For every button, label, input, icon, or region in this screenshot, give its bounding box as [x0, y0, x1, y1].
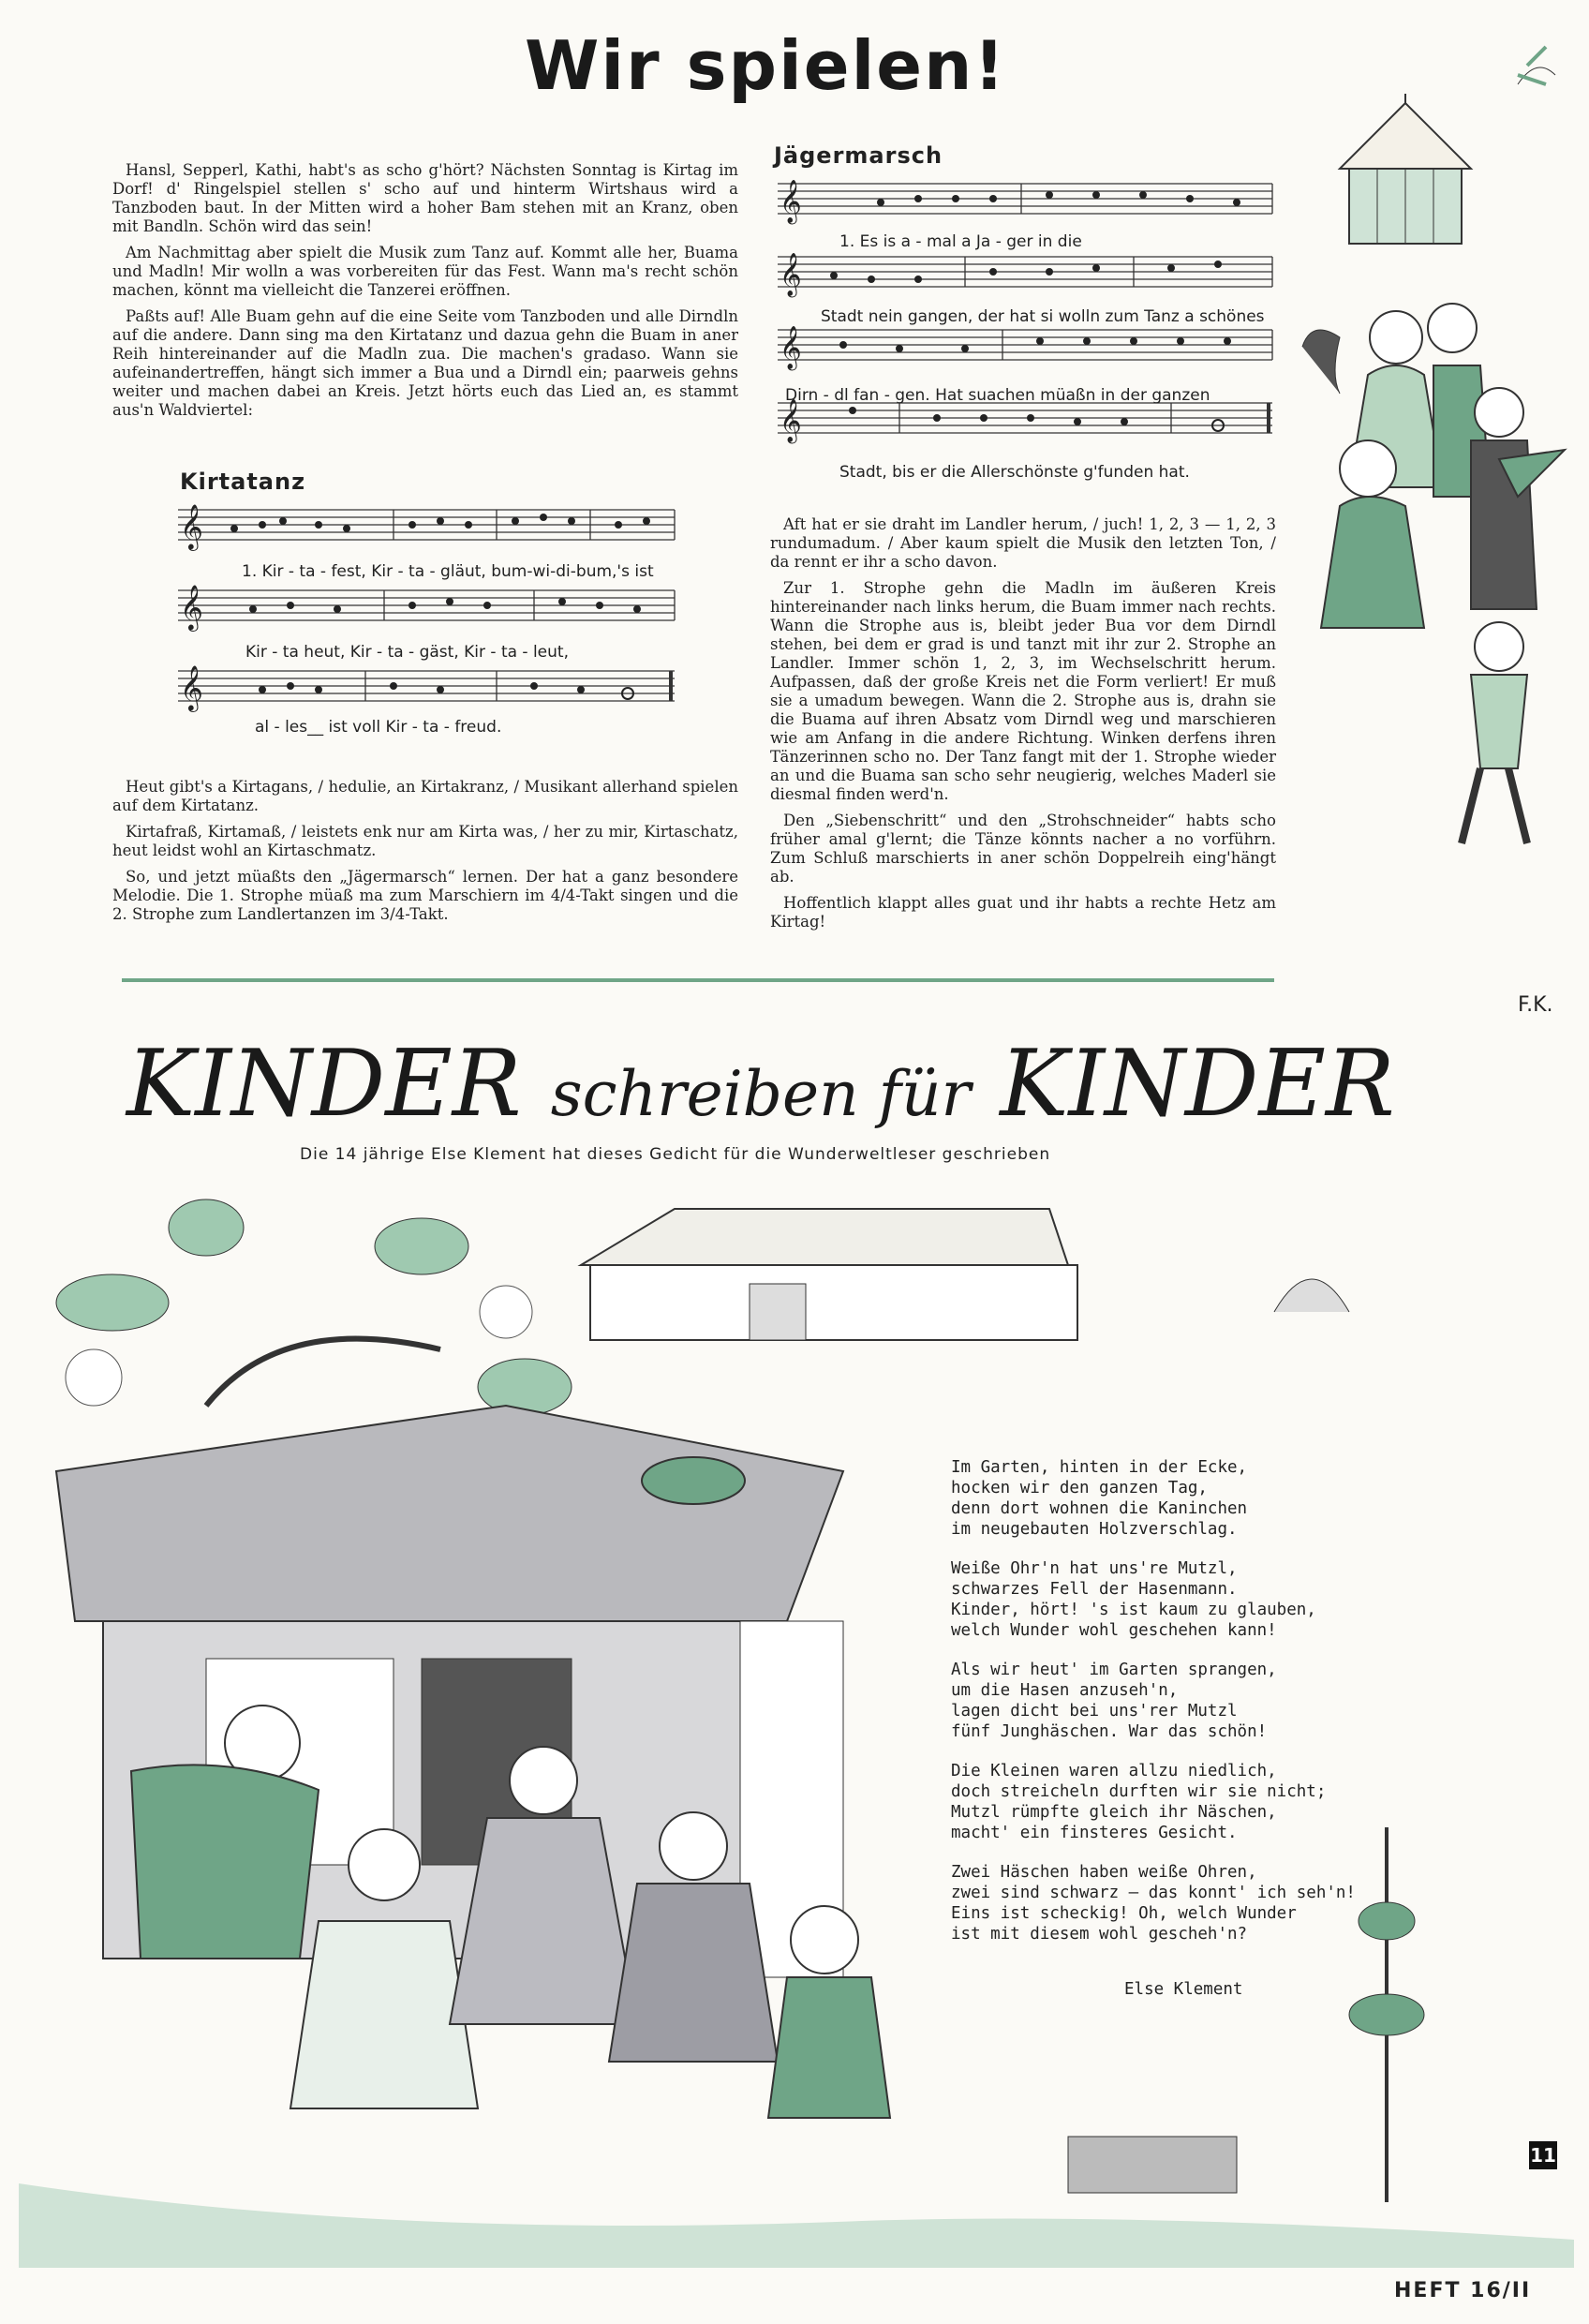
poem-line: macht' ein finsteres Gesicht.	[951, 1824, 1238, 1842]
lyric-line: 1. Kir - ta - fest, Kir - ta - gläut, bum-wi-di-bum,'s ist	[242, 562, 654, 581]
lyric-line: al - les__ ist voll Kir - ta - freud.	[255, 718, 502, 737]
poem-line: Die Kleinen waren allzu niedlich,	[951, 1762, 1277, 1780]
section-subtitle: Die 14 jährige Else Klement hat dieses Gedicht für die Wunderweltleser geschrieben	[300, 1145, 1051, 1164]
poem-stanza	[951, 1660, 1382, 1742]
staff	[778, 180, 1272, 225]
svg-text:𝄞: 𝄞	[780, 399, 802, 442]
staff	[178, 664, 675, 712]
staff	[778, 399, 1272, 444]
lilac-tree-drawing	[56, 1199, 572, 1415]
verse-text	[112, 778, 738, 931]
title-word: KINDER	[126, 1031, 522, 1138]
staff	[778, 253, 1272, 298]
poem-line: hocken wir den ganzen Tag,	[951, 1479, 1208, 1497]
poem-line: schwarzes Fell der Hasenmann.	[951, 1580, 1238, 1599]
carousel-drawing	[1340, 47, 1555, 244]
staff	[778, 326, 1272, 371]
intro-paragraph: Hansl, Sepperl, Kathi, habt's as scho g'hört? Nächsten Sonntag is Kirtag im Dorf! d' Ringelspiel stellen s' scho auf und hinterm Wirtshaus wird a Tanzboden baut. In der Mitten wird a hoher Bam stehen mit an Kranz, oben mit Bandln. Schön wird das sein!	[112, 161, 738, 235]
title-word: schreiben für	[550, 1058, 972, 1130]
staff	[178, 503, 675, 551]
instruction-paragraph: Hoffentlich klappt alles guat und ihr habts a rechte Hetz am Kirtag!	[770, 894, 1276, 931]
poem-line: Als wir heut' im Garten sprangen,	[951, 1661, 1277, 1679]
svg-text:𝄞: 𝄞	[780, 253, 802, 296]
issue-footer: HEFT 16/II	[1394, 2279, 1532, 2302]
section-title	[126, 1031, 1395, 1138]
instruction-paragraph: Den „Siebenschritt“ und den „Strohschneider“ habts scho früher amal g'lernt; die Tänze könnts nacher a no vorführn. Zum Schluß marschierts in aner schön Doppelreih eing'hängt ab.	[770, 812, 1276, 886]
poem	[951, 1457, 1382, 1963]
music-score-kirtatanz	[178, 497, 684, 750]
page-title: Wir spielen!	[525, 26, 1007, 105]
staff	[178, 584, 675, 632]
intro-paragraph: Am Nachmittag aber spielt die Musik zum Tanz auf. Kommt alle her, Buama und Madln! Mir wolln a was vorbereiten für das Fest. Wann ma's recht schön machen, könnt ma vielleicht die Tanzerei eröffnen.	[112, 244, 738, 299]
poem-line: um die Hasen anzuseh'n,	[951, 1681, 1179, 1700]
poem-line: welch Wunder wohl geschehen kann!	[951, 1621, 1277, 1640]
song-title-kirtatanz: Kirtatanz	[180, 469, 306, 495]
poem-line: fünf Junghäschen. War das schön!	[951, 1722, 1268, 1741]
svg-text:𝄞: 𝄞	[180, 503, 203, 549]
svg-text:𝄞: 𝄞	[180, 584, 203, 630]
poem-stanza	[951, 1862, 1382, 1944]
lyric-line: 1. Es is a - mal a Ja - ger in die	[839, 232, 1082, 251]
verse-paragraph: Kirtafraß, Kirtamaß, / leistets enk nur am Kirta was, / her zu mir, Kirtaschatz, heut leidst wohl an Kirtaschmatz.	[112, 823, 738, 859]
poem-line: Im Garten, hinten in der Ecke,	[951, 1458, 1248, 1477]
poem-line: doch streicheln durften wir sie nicht;	[951, 1782, 1327, 1801]
title-word: KINDER	[1000, 1031, 1395, 1138]
dancing-children-illustration	[1284, 28, 1574, 1040]
verse-paragraph: Heut gibt's a Kirtagans, / hedulie, an Kirtakranz, / Musikant allerhand spielen auf dem Kirtatanz.	[112, 778, 738, 814]
poem-line: Kinder, hört! 's ist kaum zu glauben,	[951, 1601, 1316, 1619]
verse-paragraph: So, und jetzt müaßts den „Jägermarsch“ lernen. Der hat a ganz besondere Melodie. Die 1. Strophe müaß ma zum Marschiern im 4/4-Takt singen und die 2. Strophe zum Landlertanzen im 3/4-Takt.	[112, 868, 738, 923]
poem-line: Zwei Häschen haben weiße Ohren,	[951, 1863, 1257, 1882]
poem-stanza	[951, 1761, 1382, 1843]
farmhouse-drawing	[581, 1209, 1349, 1340]
illustrator-signature: F.K.	[1518, 993, 1553, 1017]
page-number: 11	[1529, 2141, 1557, 2169]
svg-text:𝄞: 𝄞	[180, 664, 203, 710]
poem-line: Weiße Ohr'n hat uns're Mutzl,	[951, 1559, 1238, 1578]
instruction-paragraph: Aft hat er sie draht im Landler herum, / juch! 1, 2, 3 — 1, 2, 3 rundumadum. / Aber kaum spielt die Musik den letzten Ton, / da rennt er ihr a scho davon.	[770, 515, 1276, 571]
poem-stanza	[951, 1558, 1382, 1641]
instruction-paragraph: Zur 1. Strophe gehn die Madln im äußeren Kreis hintereinander nach links herum, die Buam immer nach rechts. Wann die Strophe aus is, bleibt jeder Bua vor dem Dirndl stehen, bei dem er grad is und tanzt mit ihr zur 2. Strophe an Landler. Immer schön 1, 2, 3, im Wechselschritt herum. Aufpassen, daß der große Kreis net die Form verliert! Er muß sie a umadum bewegen. Wann die 2. Strophe aus is, drahn sie die Buama auf ihren Absatz vom Dirndl weg und marschieren wie am Anfang in die andere Richtung. Winken derfens ihren Tänzerinnen scho no. Der Tanz fangt mit der 1. Strophe wieder an und die Buama san scho sehr neugierig, welches Maderl sie diesmal finden werd'n.	[770, 579, 1276, 803]
poem-stanza	[951, 1457, 1382, 1540]
lyric-line: Stadt nein gangen, der hat si wolln zum Tanz a schönes	[821, 307, 1265, 326]
lyric-line: Dirn - dl fan - gen. Hat suachen müaßn in der ganzen	[785, 386, 1210, 405]
poem-line: zwei sind schwarz — das konnt' ich seh'n!	[951, 1884, 1356, 1902]
song-title-jaegermarsch: Jägermarsch	[774, 142, 943, 169]
poem-line: lagen dicht bei uns'rer Mutzl	[951, 1702, 1238, 1721]
section-divider	[122, 978, 1274, 982]
poem-line: Eins ist scheckig! Oh, welch Wunder	[951, 1904, 1297, 1923]
poem-line: Mutzl rümpfte gleich ihr Näschen,	[951, 1803, 1277, 1822]
dance-instructions	[770, 515, 1276, 939]
lyric-line: Kir - ta heut, Kir - ta - gäst, Kir - ta - leut,	[245, 643, 569, 662]
svg-text:𝄞: 𝄞	[780, 180, 802, 223]
poem-line: denn dort wohnen die Kaninchen	[951, 1499, 1248, 1518]
poem-line: im neugebauten Holzverschlag.	[951, 1520, 1238, 1539]
intro-text	[112, 161, 738, 427]
poem-author: Else Klement	[1124, 1980, 1243, 1999]
poem-line: ist mit diesem wohl gescheh'n?	[951, 1925, 1248, 1944]
svg-text:𝄞: 𝄞	[780, 326, 802, 369]
intro-paragraph: Paßts auf! Alle Buam gehn auf die eine Seite vom Tanzboden und alle Dirndln auf die andere. Dann sing ma den Kirtatanz und dazua gehn die Buam in aner Reih hintereinander auf die Madln zua. Die machen's gradaso. Wann sie aufeinandertreffen, hängt sich immer a Bua und a Dirndl ein; paarweis gehns weiter und machen dabei an Kreis. Jetzt hörts euch das Lied an, es stammt aus'n Waldviertel:	[112, 307, 738, 419]
lyric-line: Stadt, bis er die Allerschönste g'funden hat.	[839, 463, 1190, 482]
